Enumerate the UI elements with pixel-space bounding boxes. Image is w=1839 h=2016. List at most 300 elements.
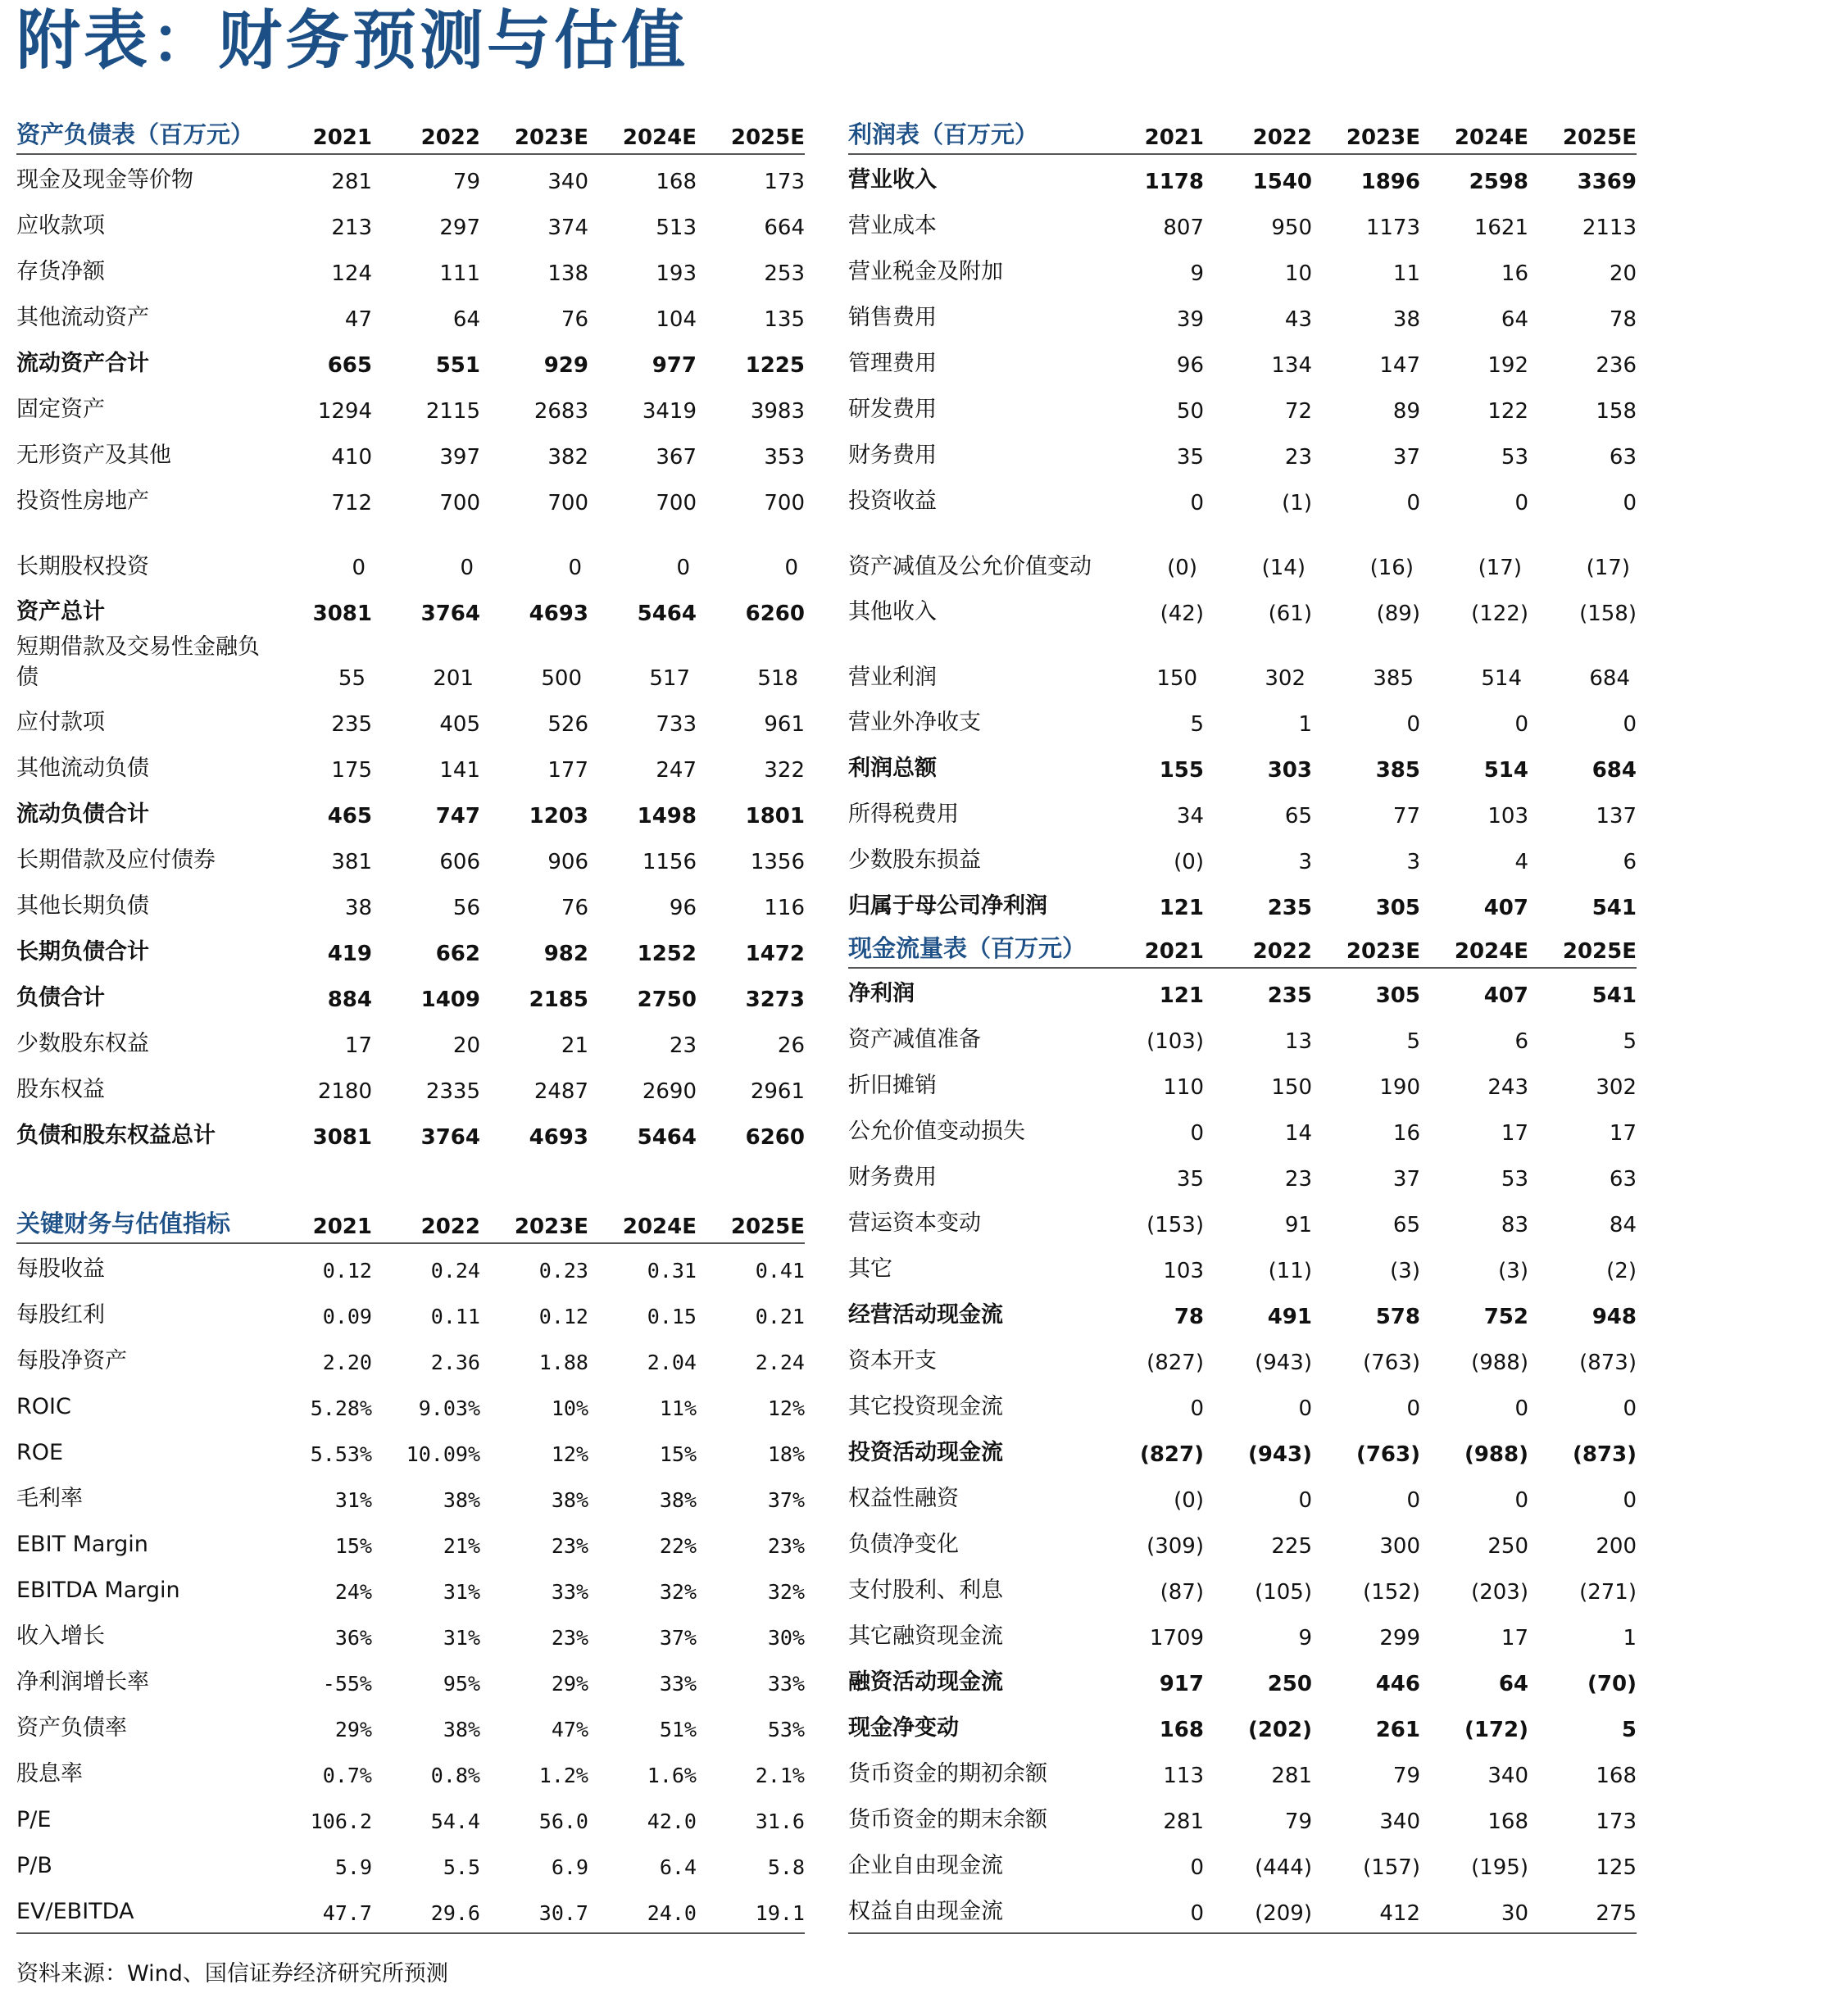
row-value: 1252 [637, 942, 697, 966]
row-value: 23% [551, 1534, 588, 1558]
year-header: 2023E [1346, 939, 1420, 964]
table-row [848, 1382, 1637, 1428]
row-value: 700 [764, 491, 805, 515]
row-value: 340 [1487, 1764, 1528, 1788]
row-value: (1) [1282, 491, 1312, 515]
row-value: 2.20 [322, 1351, 372, 1374]
row-value: 407 [1483, 896, 1528, 920]
row-value: 24.0 [647, 1901, 697, 1925]
income-header-row [848, 117, 1637, 155]
row-value: (87) [1160, 1580, 1204, 1605]
cash-flow-table [848, 931, 1637, 1934]
balance-header-row [16, 117, 805, 155]
row-value: 43 [1284, 307, 1312, 332]
table-row [848, 835, 1637, 881]
row-value: 0 [1514, 1488, 1528, 1513]
cashflow-header-title: 现金流量表（百万元） [848, 934, 1087, 962]
row-value: 42.0 [647, 1809, 697, 1833]
row-value: 0.12 [538, 1305, 588, 1328]
row-label: 负债和股东权益总计 [16, 1123, 216, 1148]
row-value: 10.09% [406, 1442, 480, 1466]
row-value: 53 [1501, 1167, 1528, 1192]
row-label: 财务费用 [848, 443, 937, 468]
row-value: 15% [334, 1534, 372, 1558]
row-value: 247 [656, 758, 697, 783]
table-row [16, 1473, 805, 1519]
row-value: 2961 [750, 1079, 805, 1104]
row-value: 353 [764, 445, 805, 470]
row-value: 733 [656, 712, 697, 737]
table-row [16, 247, 805, 293]
row-value: 193 [656, 261, 697, 286]
row-value: 302 [1596, 1075, 1637, 1100]
row-value: 103 [1163, 1259, 1204, 1283]
row-value: 77 [1392, 804, 1420, 829]
row-value: 700 [547, 491, 588, 515]
row-value: 1709 [1149, 1626, 1204, 1650]
row-label: 折旧摊销 [848, 1073, 937, 1098]
row-label: 长期负债合计 [16, 939, 149, 965]
table-row [16, 1382, 805, 1428]
row-value: 0.09 [322, 1305, 372, 1328]
row-value: 235 [331, 712, 372, 737]
row-value: 1472 [745, 942, 805, 966]
row-label: 其它 [848, 1256, 892, 1282]
row-value: 38 [1392, 307, 1420, 332]
row-value: 30 [1501, 1901, 1528, 1926]
row-value: 419 [327, 942, 372, 966]
row-label: 经营活动现金流 [848, 1302, 1003, 1328]
row-value: 381 [331, 850, 372, 874]
row-value: 2690 [642, 1079, 697, 1104]
row-value: 948 [1592, 1305, 1637, 1329]
row-value: 31% [443, 1580, 480, 1604]
row-value: 50 [1176, 399, 1204, 424]
row-value: 56 [452, 896, 480, 920]
row-value: (873) [1572, 1442, 1637, 1467]
table-row [16, 1290, 805, 1336]
row-value: 2.1% [755, 1764, 805, 1787]
row-value: 11 [1392, 261, 1420, 286]
row-value: 2598 [1469, 170, 1528, 194]
row-value: 977 [652, 353, 697, 378]
row-label: 货币资金的期末余额 [848, 1807, 1047, 1832]
row-value: 124 [331, 261, 372, 286]
row-value: 3 [1298, 850, 1312, 874]
row-value: (158) [1579, 602, 1637, 626]
table-row [16, 1749, 805, 1795]
row-label: 所得税费用 [848, 801, 959, 827]
row-value: (0) [1167, 556, 1197, 580]
row-value: 6 [1514, 1029, 1528, 1054]
table-row [848, 430, 1637, 476]
row-value: 281 [1163, 1809, 1204, 1834]
row-label: 净利润增长率 [16, 1669, 149, 1695]
table-row [848, 1015, 1637, 1060]
row-value: 2.04 [647, 1351, 697, 1374]
row-value: 606 [439, 850, 480, 874]
row-value: 3081 [312, 1125, 372, 1150]
row-label: 营业收入 [848, 167, 937, 193]
table-row [16, 384, 805, 430]
row-value: 33% [551, 1580, 588, 1604]
row-value: (943) [1255, 1351, 1312, 1375]
row-value: 405 [439, 712, 480, 737]
table-row [16, 973, 805, 1019]
row-value: 37% [767, 1488, 805, 1512]
table-row [16, 1336, 805, 1382]
income-header-title: 利润表（百万元） [848, 120, 1039, 148]
row-label: 其他收入 [848, 599, 937, 624]
table-row [16, 633, 805, 697]
row-value: 5464 [637, 1125, 697, 1150]
row-value: 0 [1190, 491, 1204, 515]
row-label: 长期股权投资 [16, 554, 149, 579]
row-value: 106.2 [310, 1809, 372, 1833]
row-value: 200 [1596, 1534, 1637, 1559]
table-bottom-rule [16, 1932, 805, 1934]
row-value: 982 [543, 942, 588, 966]
row-value: 518 [757, 666, 798, 691]
row-value: 95% [443, 1672, 480, 1696]
row-value: 0 [1298, 1396, 1312, 1421]
row-value: 175 [331, 758, 372, 783]
row-value: 168 [1596, 1764, 1637, 1788]
row-value: 300 [1379, 1534, 1420, 1559]
row-value: 0 [1514, 1396, 1528, 1421]
row-value: 397 [439, 445, 480, 470]
row-value: 0.7% [322, 1764, 372, 1787]
row-value: 0 [1514, 491, 1528, 515]
row-value: (0) [1174, 850, 1204, 874]
row-value: 305 [1375, 896, 1420, 920]
row-value: 0 [1190, 1901, 1204, 1926]
row-value: 1896 [1360, 170, 1420, 194]
row-label: 资产总计 [16, 599, 105, 624]
row-value: 1.6% [647, 1764, 697, 1787]
row-value: 5 [1406, 1029, 1420, 1054]
row-value: 38% [443, 1718, 480, 1741]
year-header: 2024E [1454, 939, 1528, 964]
row-value: 906 [547, 850, 588, 874]
row-value: 3764 [420, 1125, 480, 1150]
row-value: 84 [1609, 1213, 1637, 1237]
row-label: 公允价值变动损失 [848, 1119, 1025, 1144]
row-label: 其它投资现金流 [848, 1394, 1003, 1419]
row-value: 1621 [1473, 216, 1528, 240]
row-value: 5.8 [767, 1855, 805, 1879]
row-value: 322 [764, 758, 805, 783]
row-value: 21 [561, 1033, 588, 1058]
row-value: 0 [1298, 1488, 1312, 1513]
row-value: 367 [656, 445, 697, 470]
row-value: 12% [551, 1442, 588, 1466]
row-value: 6.9 [551, 1855, 588, 1879]
row-value: 65 [1284, 804, 1312, 829]
table-row [16, 338, 805, 384]
row-value: 155 [1159, 758, 1204, 783]
row-value: 0.8% [430, 1764, 480, 1787]
row-label: 营业税金及附加 [848, 259, 1003, 284]
row-value: 23 [1284, 1167, 1312, 1192]
row-value: 15% [659, 1442, 697, 1466]
ratios-header-title: 关键财务与估值指标 [16, 1210, 231, 1237]
row-value: (943) [1247, 1442, 1312, 1467]
row-value: 225 [1271, 1534, 1312, 1559]
row-value: 1294 [317, 399, 372, 424]
table-row [848, 1841, 1637, 1887]
row-value: 33% [767, 1672, 805, 1696]
row-value: 1356 [750, 850, 805, 874]
row-value: 54.4 [430, 1809, 480, 1833]
row-value: 0.15 [647, 1305, 697, 1328]
row-value: 541 [1592, 983, 1637, 1008]
row-value: (61) [1268, 602, 1312, 626]
row-value: 2750 [637, 988, 697, 1012]
row-value: 3983 [750, 399, 805, 424]
year-header: 2025E [730, 125, 805, 150]
row-value: 2335 [425, 1079, 480, 1104]
row-value: 13 [1284, 1029, 1312, 1054]
row-value: 31.6 [755, 1809, 805, 1833]
row-value: 0 [460, 556, 474, 580]
row-value: 79 [1284, 1809, 1312, 1834]
row-value: 9 [1190, 261, 1204, 286]
row-value: 929 [543, 353, 588, 378]
row-label: 长期借款及应付债券 [16, 847, 216, 873]
row-value: (89) [1376, 602, 1420, 626]
table-row [848, 1060, 1637, 1106]
row-value: 2.36 [430, 1351, 480, 1374]
row-value: 21% [443, 1534, 480, 1558]
row-label: 货币资金的期初余额 [848, 1761, 1047, 1787]
row-value: 236 [1596, 353, 1637, 378]
row-value: 0.41 [755, 1259, 805, 1283]
table-row [16, 1065, 805, 1110]
row-value: (122) [1471, 602, 1528, 626]
row-value: 91 [1284, 1213, 1312, 1237]
row-value: 104 [656, 307, 697, 332]
row-value: 0 [1190, 1855, 1204, 1880]
row-value: 111 [439, 261, 480, 286]
row-value: 110 [1163, 1075, 1204, 1100]
row-value: 0 [1190, 1121, 1204, 1146]
row-value: 250 [1487, 1534, 1528, 1559]
row-value: 78 [1609, 307, 1637, 332]
row-value: 4 [1514, 850, 1528, 874]
row-value: (152) [1363, 1580, 1420, 1605]
row-label: 投资性房地产 [16, 488, 149, 514]
year-header: 2023E [1346, 125, 1420, 150]
row-value: 192 [1487, 353, 1528, 378]
row-value: (873) [1579, 1351, 1637, 1375]
row-value: 168 [1159, 1718, 1204, 1742]
row-value: 1.2% [538, 1764, 588, 1787]
row-label: 每股净资产 [16, 1348, 127, 1374]
row-label: 其他流动资产 [16, 305, 149, 330]
year-header: 2022 [1252, 125, 1312, 150]
table-row [848, 1198, 1637, 1244]
row-label: 少数股东损益 [848, 847, 981, 873]
row-label: 毛利率 [16, 1486, 83, 1511]
row-value: 121 [1159, 983, 1204, 1008]
row-value: 137 [1596, 804, 1637, 829]
row-value: 5.9 [334, 1855, 372, 1879]
row-value: 9 [1298, 1626, 1312, 1650]
table-row [16, 1565, 805, 1611]
row-label: 收入增长 [16, 1623, 105, 1649]
row-value: 6260 [745, 602, 805, 626]
table-row [16, 1244, 805, 1290]
row-value: 465 [327, 804, 372, 829]
row-value: 551 [435, 353, 480, 378]
row-value: 491 [1267, 1305, 1312, 1329]
row-value: 281 [331, 170, 372, 194]
row-label: 净利润 [848, 981, 915, 1006]
row-value: (157) [1363, 1855, 1420, 1880]
row-label: 其他流动负债 [16, 756, 149, 781]
row-value: 78 [1174, 1305, 1204, 1329]
row-value: 6 [1623, 850, 1637, 874]
row-value: (195) [1471, 1855, 1528, 1880]
table-row [848, 1519, 1637, 1565]
row-value: 47% [551, 1718, 588, 1741]
row-value: 35 [1176, 1167, 1204, 1192]
table-row [16, 293, 805, 338]
year-header: 2021 [1144, 939, 1204, 964]
row-label: 营业利润 [848, 665, 937, 690]
row-value: 116 [764, 896, 805, 920]
table-row [848, 1611, 1637, 1657]
row-label: 股东权益 [16, 1077, 105, 1102]
row-value: 5.53% [310, 1442, 372, 1466]
year-header: 2024E [622, 125, 697, 150]
row-value: 31% [443, 1626, 480, 1650]
row-label: EBIT Margin [16, 1532, 148, 1557]
row-label: 现金及现金等价物 [16, 167, 193, 193]
row-value: 24% [334, 1580, 372, 1604]
row-value: (827) [1147, 1351, 1204, 1375]
table-row [848, 789, 1637, 835]
row-label: 存货净额 [16, 259, 105, 284]
table-row [848, 1473, 1637, 1519]
row-value: 5.28% [310, 1396, 372, 1420]
row-value: 243 [1487, 1075, 1528, 1100]
row-label: 营运资本变动 [848, 1210, 981, 1236]
row-label: 每股收益 [16, 1256, 105, 1282]
table-row [848, 1703, 1637, 1749]
row-value: 1409 [420, 988, 480, 1012]
row-label: 企业自由现金流 [848, 1853, 1003, 1878]
row-value: 9.03% [418, 1396, 480, 1420]
row-value: 63 [1609, 445, 1637, 470]
row-value: (16) [1369, 556, 1414, 580]
row-value: 3764 [420, 602, 480, 626]
row-label: EBITDA Margin [16, 1578, 180, 1603]
row-value: 29% [551, 1672, 588, 1696]
row-label: 营业外净收支 [848, 710, 981, 735]
row-label: 营业成本 [848, 213, 937, 238]
row-value: 0.23 [538, 1259, 588, 1283]
table-row [16, 927, 805, 973]
row-value: 0.12 [322, 1259, 372, 1283]
row-value: 807 [1163, 216, 1204, 240]
row-value: 150 [1156, 666, 1197, 691]
row-value: 3369 [1577, 170, 1637, 194]
table-row [848, 1290, 1637, 1336]
row-value: (988) [1471, 1351, 1528, 1375]
row-value: (271) [1579, 1580, 1637, 1605]
row-value: 514 [1483, 758, 1528, 783]
row-label: 资产减值及公允价值变动 [848, 554, 1092, 579]
row-value: 34 [1176, 804, 1204, 829]
row-value: 17 [344, 1033, 372, 1058]
row-value: 1225 [745, 353, 805, 378]
row-value: (3) [1390, 1259, 1420, 1283]
row-value: 18% [767, 1442, 805, 1466]
row-value: 250 [1267, 1672, 1312, 1696]
table-row [848, 881, 1637, 927]
row-value: 2.24 [755, 1351, 805, 1374]
row-label: 无形资产及其他 [16, 443, 171, 468]
row-value: 38 [344, 896, 372, 920]
row-value: 121 [1159, 896, 1204, 920]
table-row [848, 1795, 1637, 1841]
row-label: 资产减值准备 [848, 1027, 981, 1052]
row-value: 11% [659, 1396, 697, 1420]
table-row [848, 201, 1637, 247]
table-row [848, 633, 1637, 697]
row-value: 125 [1596, 1855, 1637, 1880]
row-value: 38% [443, 1488, 480, 1512]
table-row [16, 587, 805, 633]
row-value: 20 [452, 1033, 480, 1058]
row-label: 资产负债率 [16, 1715, 127, 1741]
table-row [16, 1611, 805, 1657]
row-value: 684 [1589, 666, 1630, 691]
row-value: 500 [541, 666, 582, 691]
row-label: 融资活动现金流 [848, 1669, 1003, 1695]
row-value: 201 [433, 666, 474, 691]
year-header: 2024E [622, 1215, 697, 1239]
row-value: 2185 [529, 988, 588, 1012]
row-value: 340 [547, 170, 588, 194]
row-value: (17) [1586, 556, 1630, 580]
row-value: 407 [1483, 983, 1528, 1008]
table-row [16, 1657, 805, 1703]
row-value: 712 [331, 491, 372, 515]
row-label: ROE [16, 1440, 64, 1465]
row-value: 10% [551, 1396, 588, 1420]
row-value: (763) [1355, 1442, 1420, 1467]
table-row [848, 522, 1637, 587]
row-value: 1 [1623, 1626, 1637, 1650]
row-value: 83 [1501, 1213, 1528, 1237]
row-label: 管理费用 [848, 351, 937, 376]
row-value: 38% [659, 1488, 697, 1512]
row-value: 0 [676, 556, 690, 580]
row-value: 190 [1379, 1075, 1420, 1100]
row-value: 20 [1609, 261, 1637, 286]
year-header: 2023E [514, 1215, 588, 1239]
row-value: 3081 [312, 602, 372, 626]
row-value: 168 [1487, 1809, 1528, 1834]
row-value: 30.7 [538, 1901, 588, 1925]
year-header: 2021 [312, 125, 372, 150]
row-value: 0 [1514, 712, 1528, 737]
row-value: 5.5 [443, 1855, 480, 1879]
table-row [848, 155, 1637, 201]
